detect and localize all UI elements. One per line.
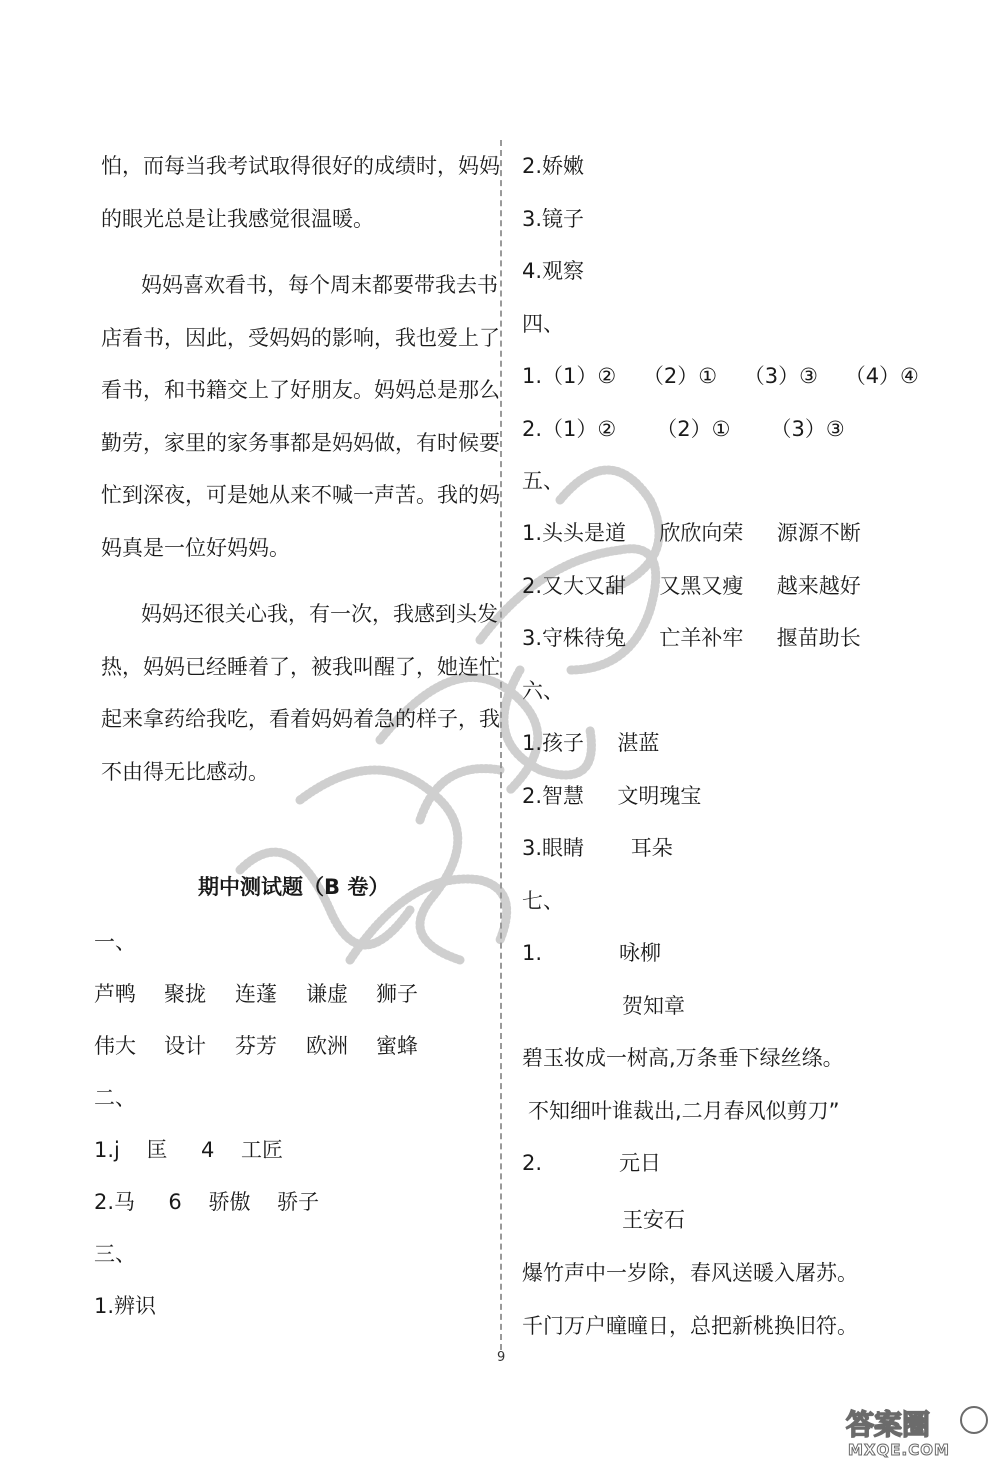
essay-line: 热，妈妈已经睡着了，被我叫醒了，她连忙 xyxy=(101,655,500,679)
watermark-domain-text: MXQE.COM xyxy=(848,1441,950,1458)
answer-line: 2.智慧 文明瑰宝 xyxy=(522,784,702,808)
essay-line: 的眼光总是让我感觉很温暖。 xyxy=(101,207,374,231)
answer-line: 1.（1）② （2）① （3）③ （4）④ xyxy=(522,364,919,388)
essay-line: 不由得无比感动。 xyxy=(101,760,269,784)
word-item: 蜜蜂 xyxy=(376,1034,418,1058)
answer-line: 1.辨识 xyxy=(94,1294,157,1318)
essay-line: 妈妈还很关心我，有一次，我感到头发 xyxy=(141,602,498,626)
column-divider xyxy=(500,140,502,1350)
poem-number: 1. xyxy=(522,941,543,965)
section-heading: 五、 xyxy=(522,469,564,493)
answer-line: 2.马 6 骄傲 骄子 xyxy=(94,1190,320,1214)
essay-line: 勤劳，家里的家务事都是妈妈做，有时候要 xyxy=(101,431,500,455)
section-heading: 一、 xyxy=(94,930,136,954)
essay-line: 起来拿药给我吃，看着妈妈着急的样子，我 xyxy=(101,707,500,731)
exam-title: 期中测试题（B 卷） xyxy=(198,875,390,899)
essay-line: 妈真是一位好妈妈。 xyxy=(101,536,290,560)
word-item: 欧洲 xyxy=(306,1034,348,1058)
word-item: 设计 xyxy=(164,1034,206,1058)
answer-line: 3.眼睛 耳朵 xyxy=(522,836,673,860)
section-heading: 七、 xyxy=(522,889,564,913)
poem-title: 咏柳 xyxy=(619,941,661,965)
poem-number: 2. xyxy=(522,1151,543,1175)
answer-line: 3.守株待兔 亡羊补牢 揠苗助长 xyxy=(522,626,861,650)
word-item: 聚拢 xyxy=(164,982,206,1006)
word-item: 伟大 xyxy=(94,1034,136,1058)
essay-line: 看书，和书籍交上了好朋友。妈妈总是那么 xyxy=(101,378,500,402)
section-heading: 四、 xyxy=(522,312,564,336)
watermark-logo-text: 答案圈 xyxy=(846,1408,931,1441)
answer-line: 2.（1）② （2）① （3）③ xyxy=(522,417,845,441)
poem-line: 不知细叶谁裁出,二月春风似剪刀” xyxy=(528,1099,840,1123)
poem-line: 千门万户曈曈日，总把新桃换旧符。 xyxy=(522,1314,858,1338)
word-item: 谦虚 xyxy=(306,982,348,1006)
word-item: 芦鸭 xyxy=(94,982,136,1006)
poem-line: 爆竹声中一岁除，春风送暖入屠苏。 xyxy=(522,1261,858,1285)
word-item: 芬芳 xyxy=(235,1034,277,1058)
essay-line: 怕，而每当我考试取得很好的成绩时，妈妈 xyxy=(101,154,500,178)
word-item: 狮子 xyxy=(376,982,418,1006)
section-heading: 六、 xyxy=(522,679,564,703)
poem-line: 碧玉妆成一树高,万条垂下绿丝绦。 xyxy=(522,1046,844,1070)
poem-author: 贺知章 xyxy=(622,994,685,1018)
section-heading: 二、 xyxy=(94,1086,136,1110)
section-heading: 三、 xyxy=(94,1242,136,1266)
poem-title: 元日 xyxy=(619,1151,661,1175)
answer-line: 1.孩子 湛蓝 xyxy=(522,731,660,755)
answer-line: 3.镜子 xyxy=(522,207,585,231)
answer-line: 2.又大又甜 又黑又瘦 越来越好 xyxy=(522,574,861,598)
site-watermark-logo xyxy=(842,1404,992,1458)
word-item: 连蓬 xyxy=(235,982,277,1006)
page-number: 9 xyxy=(497,1350,506,1365)
answer-line: 4.观察 xyxy=(522,259,585,283)
answer-line: 1.头头是道 欣欣向荣 源源不断 xyxy=(522,521,861,545)
poem-author: 王安石 xyxy=(622,1208,685,1232)
essay-line: 店看书，因此，受妈妈的影响，我也爱上了 xyxy=(101,326,500,350)
answer-line: 2.娇嫩 xyxy=(522,154,585,178)
answer-line: 1.j 匡 4 工匠 xyxy=(94,1138,284,1162)
essay-line: 妈妈喜欢看书，每个周末都要带我去书 xyxy=(141,273,498,297)
essay-line: 忙到深夜，可是她从来不喊一声苦。我的妈 xyxy=(101,483,500,507)
